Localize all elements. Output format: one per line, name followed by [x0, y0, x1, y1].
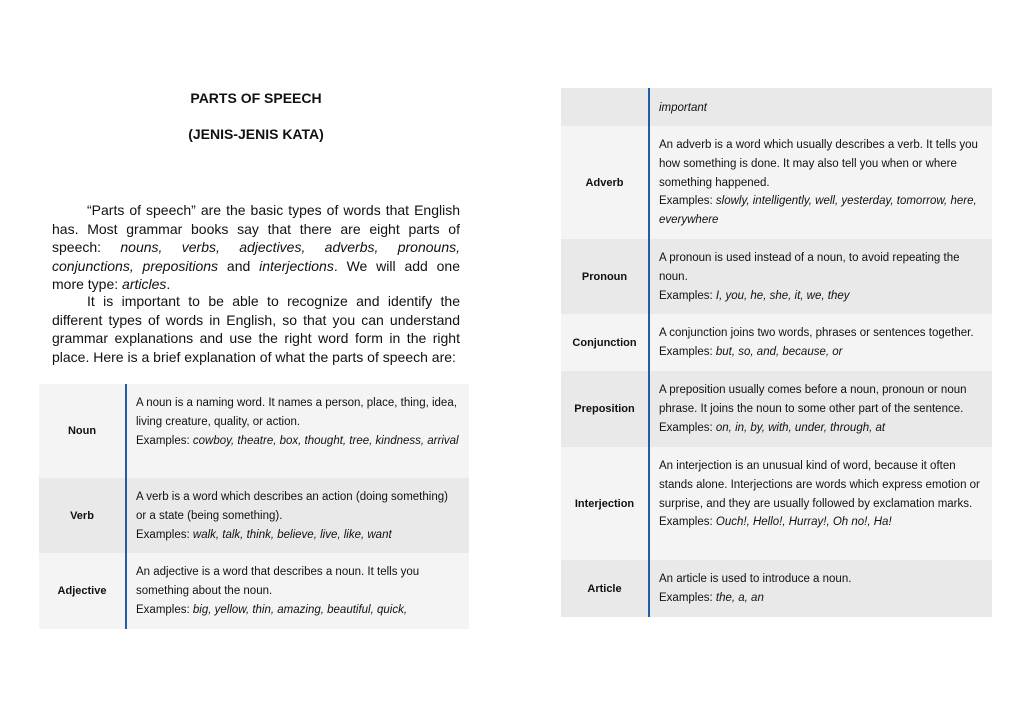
term-empty — [561, 88, 649, 126]
table-row-conjunction — [561, 314, 992, 371]
term-adverb: Adverb — [561, 126, 649, 239]
definition-article: An article is used to introduce a noun. Examples: the, a, an — [659, 573, 852, 604]
table-row-noun — [39, 384, 469, 478]
term-verb: Verb — [39, 478, 126, 553]
intro-paragraph-2: It is important to be able to recognize and identify the different types of words in English, so that you can understand grammar explanations and use the right word form in the right place. Here is a brief explanation of what the parts of speech are: — [52, 293, 460, 365]
page-title: PARTS OF SPEECH — [190, 90, 322, 106]
table-row-continued — [561, 88, 992, 126]
table-row-pronoun — [561, 239, 992, 314]
definition-continued: important — [659, 102, 707, 114]
table-row-adverb — [561, 126, 992, 239]
definition-conjunction: A conjunction joins two words, phrases or sentences together. Examples: but, so, and, because, or — [659, 327, 974, 358]
term-noun: Noun — [39, 384, 126, 478]
definition-verb: A verb is a word which describes an action (doing something) or a state (being something). Examples: walk, talk, think, believe, live, like, want — [136, 491, 448, 541]
definition-preposition: A preposition usually comes before a noun, pronoun or noun phrase. It joins the noun to some other part of the sentence. Examples: on, in, by, with, under, through, at — [659, 384, 967, 434]
term-article: Article — [561, 560, 649, 617]
table-row-article — [561, 560, 992, 617]
table-row-interjection — [561, 447, 992, 560]
term-interjection: Interjection — [561, 447, 649, 560]
table-row-preposition — [561, 371, 992, 447]
definition-pronoun: A pronoun is used instead of a noun, to avoid repeating the noun. Examples: I, you, he, she, it, we, they — [659, 252, 960, 302]
definition-adverb: An adverb is a word which usually describes a verb. It tells you how something is done. It may also tell you when or where something happened. Examples: slowly, intelligently, well, yesterday, tomorrow, here, everywhere — [659, 139, 978, 227]
definition-noun: A noun is a naming word. It names a person, place, thing, idea, living creature, quality, or action. Examples: cowboy, theatre, box, thought, tree, kindness, arrival — [136, 397, 459, 447]
intro-paragraph-1: “Parts of speech” are the basic types of words that English has. Most grammar books say that there are eight parts of speech: nouns, verbs, adjectives, adverbs, pronouns, conjunctions, prepositions and interjections. We will add one more type: articles. — [52, 202, 461, 292]
table-row-verb — [39, 478, 469, 553]
definition-adjective: An adjective is a word that describes a noun. It tells you something about the noun. Examples: big, yellow, thin, amazing, beautiful, quick, — [136, 566, 420, 616]
term-adjective: Adjective — [39, 553, 126, 629]
term-pronoun: Pronoun — [561, 239, 649, 314]
term-conjunction: Conjunction — [561, 314, 649, 371]
parts-of-speech-table-right — [561, 88, 992, 617]
table-row-adjective — [39, 553, 469, 629]
page-subtitle: (JENIS-JENIS KATA) — [188, 126, 324, 142]
parts-of-speech-table-left — [39, 384, 469, 629]
definition-interjection: An interjection is an unusual kind of word, because it often stands alone. Interjections are words which express emotion or surprise, and they are usually followed by exclamation marks. Examples: Ouch!, Hello!, Hurray!, Oh no!, Ha! — [659, 460, 980, 529]
term-preposition: Preposition — [561, 371, 649, 447]
